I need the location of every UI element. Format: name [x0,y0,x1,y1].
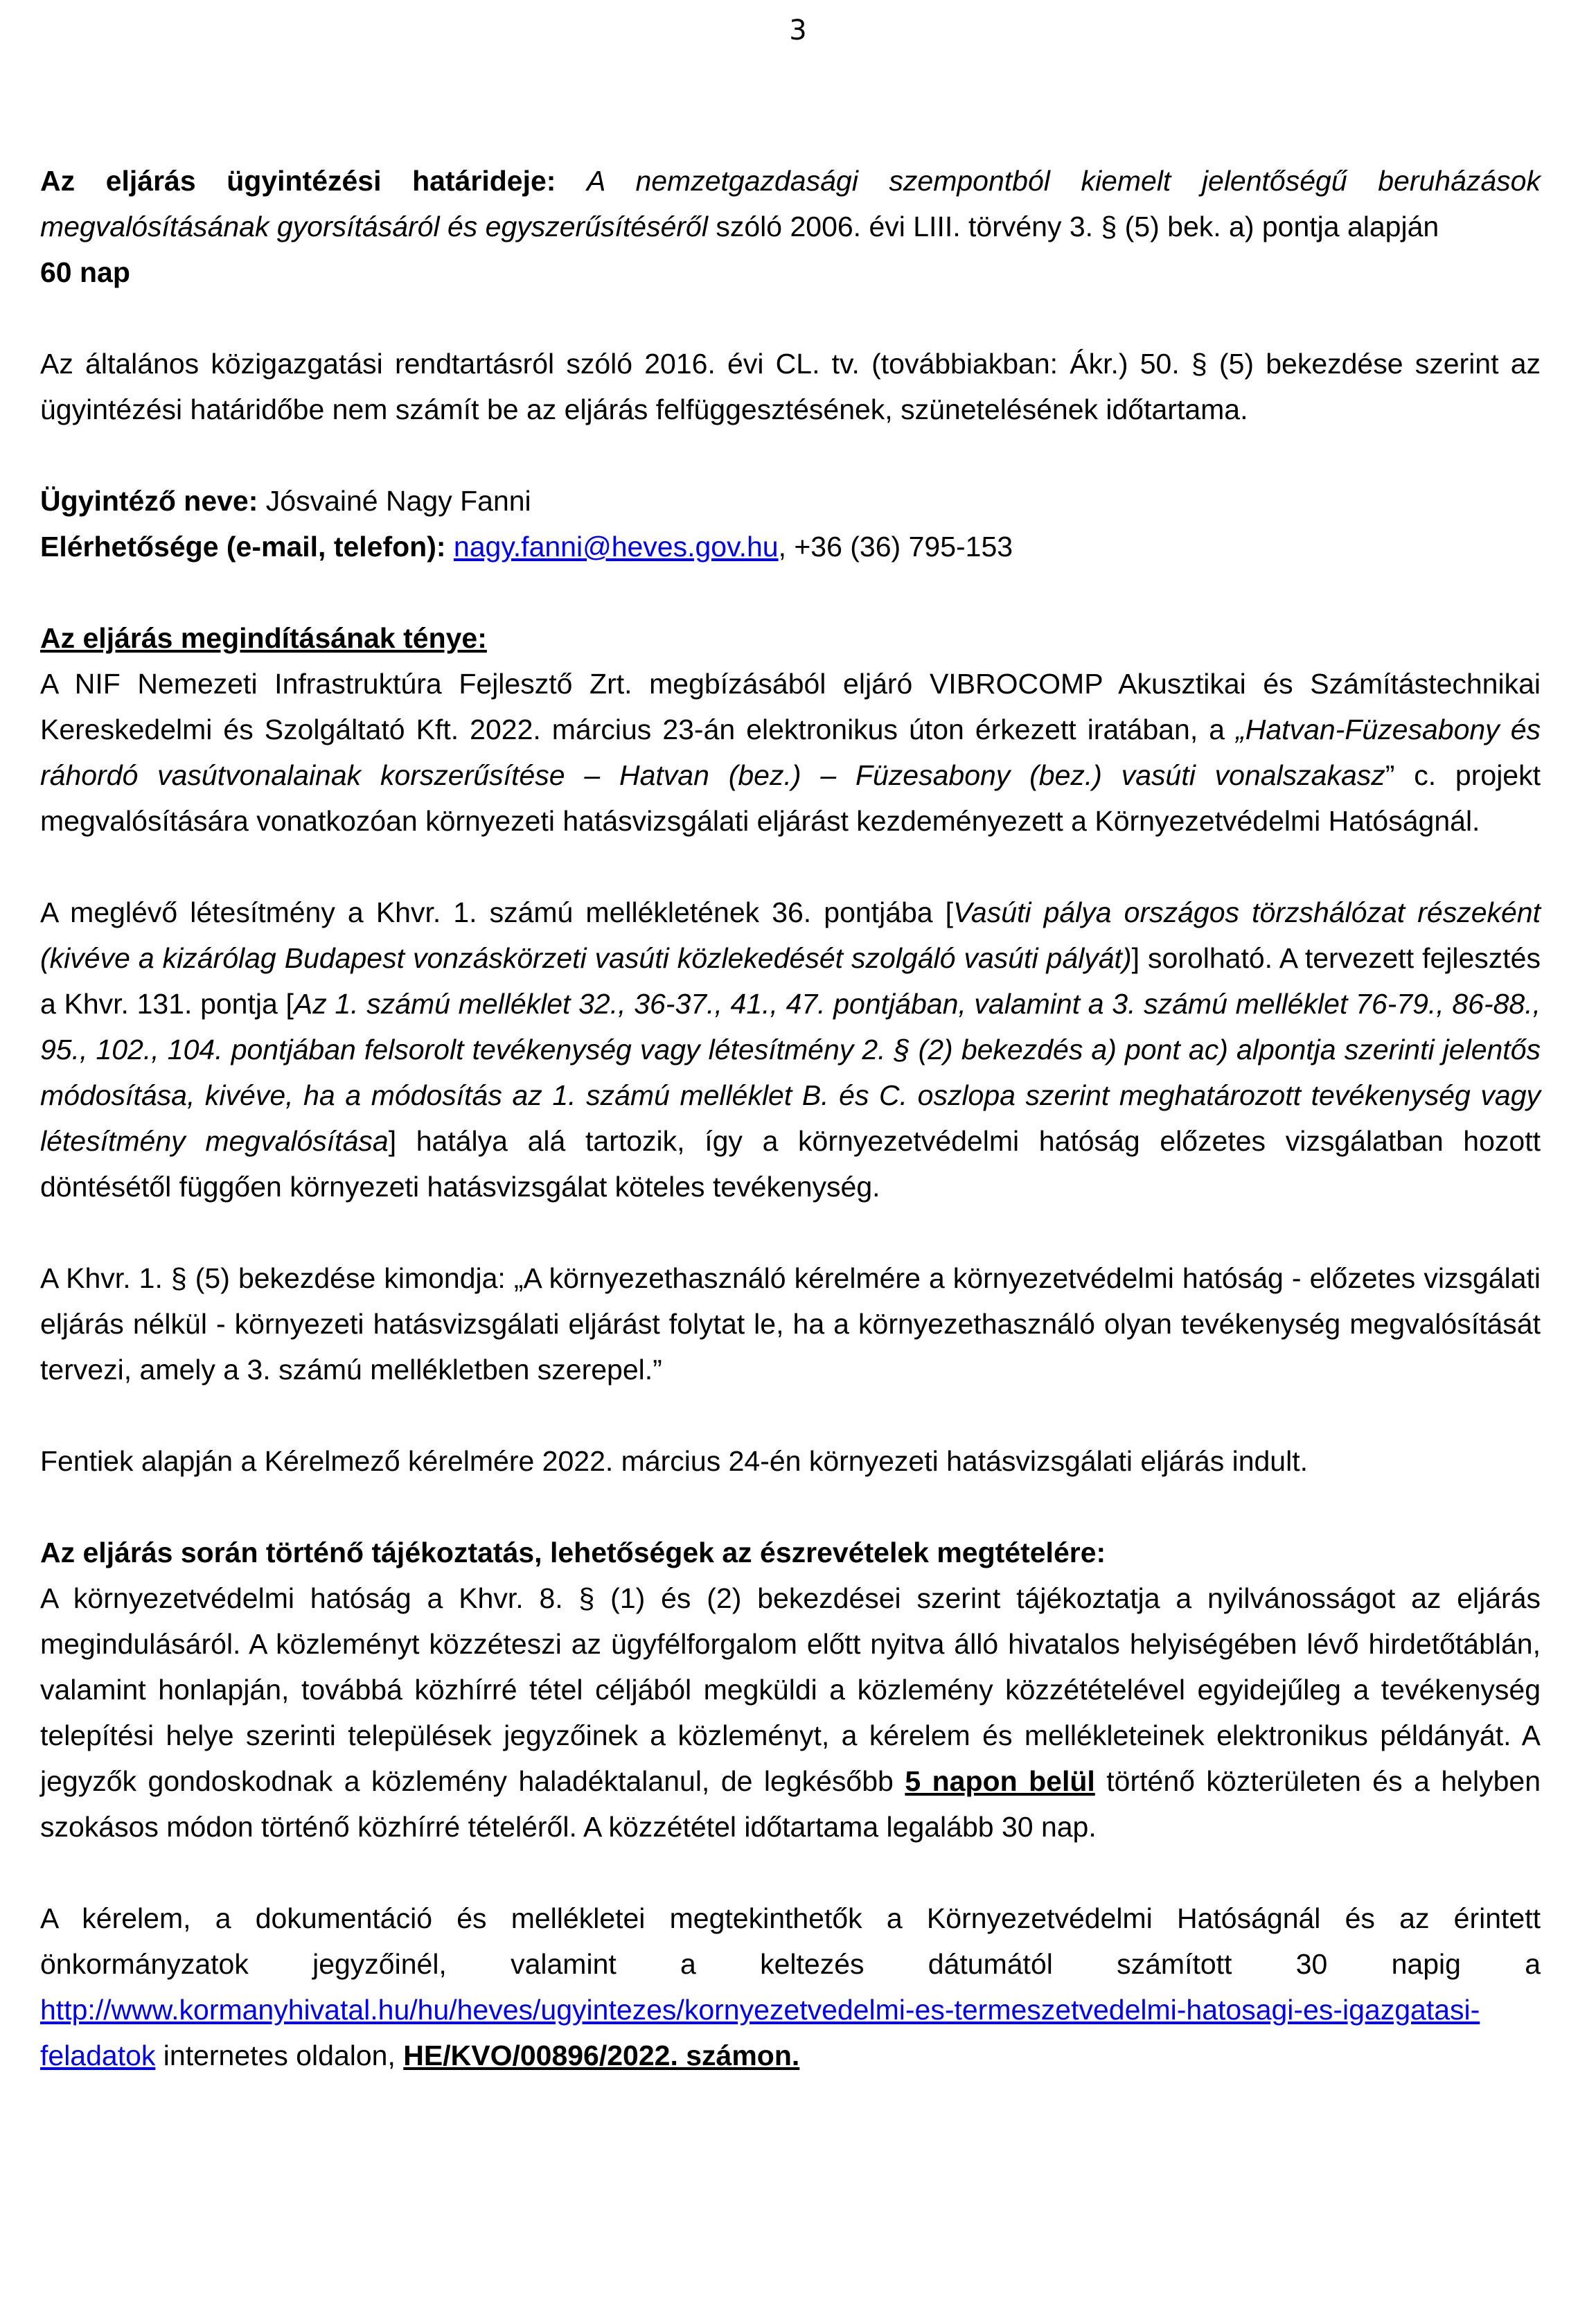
initiation-heading-text: Az eljárás megindításának ténye: [40,622,487,654]
documentation-paragraph [40,1895,1541,2078]
project-title: „Hatvan-Füzesabony és ráhordó vasútvonalainak korszerűsítése – Hatvan (bez.) – Füzesabony (bez.) vasúti vonalszakasz [40,714,1541,791]
information-text-2: történő közterületen és a helyben szokásos módon történő közhírré tételéről. A közzététel időtartama legalább 30 nap. [40,1765,1541,1843]
deadline-paragraph [40,158,1541,295]
akr-paragraph: Az általános közigazgatási rendtartásról szóló 2016. évi CL. tv. (továbbiakban: Ákr.) 50. § (5) bekezdése szerint az ügyintézési határidőbe nem számít be az eljárás felfüggesztésének, szünetelésének időtartama. [40,348,1541,425]
facility-italic-1: Vasúti pálya országos törzshálózat részeként (kivéve a kizárólag Budapest vonzáskörzeti vasúti közlekedését szolgáló vasúti pályát) [40,896,1541,974]
law-title: A nemzetgazdasági szempontból kiemelt jelentőségű beruházások megvalósításának gyorsításáról és egyszerűsítéséről [40,165,1541,242]
initiation-paragraph [40,661,1541,844]
facility-text-2: ] sorolható. A tervezett fejlesztés a Khvr. 131. pontja [ [40,942,1541,1020]
law-reference: szóló 2006. évi LIII. törvény 3. § (5) bek. a) pontja alapján [707,211,1439,242]
started-paragraph: Fentiek alapján a Kérelmező kérelmére 2022. március 24-én környezeti hatásvizsgálati eljárás indult. [40,1445,1308,1477]
initiation-text: A NIF Nemezeti Infrastruktúra Fejlesztő Zrt. megbízásából eljáró VIBROCOMP Akusztikai és Számítástechnikai Kereskedelmi és Szolgáltató Kft. 2022. március 23-án elektronikus úton érkezett iratában, a [40,668,1541,745]
case-number: HE/KVO/00896/2022. számon. [403,2040,800,2071]
information-heading-text: Az eljárás során történő tájékoztatás, lehetőségek az észrevételek megtételére: [40,1537,1106,1568]
documentation-text-1: A kérelem, a dokumentáció és mellékletei megtekinthetők a Környezetvédelmi Hatóságnál és az érintett önkormányzatok jegyzőinél, valamint a keltezés dátumától számított 30 napig a [40,1902,1541,1980]
facility-italic-2: Az 1. számú melléklet 32., 36-37., 41., 47. pontjában, valamint a 3. számú melléklet 76-79., 86-88., 95., 102., 104. pontjában felsorolt tevékenység vagy létesítmény 2. § (2) bekezdés a) pont ac) alpontja szerinti jelentős módosítása, kivéve, ha a módosítás az 1. számú melléklet B. és C. oszlopa szerint meghatározott tevékenység vagy létesítmény megvalósítása [40,988,1541,1157]
initiation-text-end: ” c. projekt megvalósítására vonatkozóan környezeti hatásvizsgálati eljárást kezdeményezett a Környezetvédelmi Hatóságnál. [40,759,1541,837]
deadline-label: Az eljárás ügyintézési határideje: [40,165,556,197]
information-paragraph [40,1575,1541,1850]
facility-paragraph [40,890,1541,1210]
deadline-days: 60 nap [40,256,130,288]
phone-number: , +36 (36) 795-153 [778,531,1013,563]
contact-block [40,478,1541,569]
information-text-1: A környezetvédelmi hatóság a Khvr. 8. § (1) és (2) bekezdései szerint tájékoztatja a nyilvánosságot az eljárás megindulásáról. A közleményt közzéteszi az ügyfélforgalom előtt nyitva álló hivatalos helyiségében lévő hirdetőtáblán, valamint honlapján, továbbá közhírré tétel céljából megküldi a közlemény közzétételével egyidejűleg a tevékenység telepítési helye szerinti települések jegyzőinek a közleményt, a kérelem és mellékleteinek elektronikus példányát. A jegyzők gondoskodnak a közlemény haladéktalanul, de legkésőbb [40,1582,1541,1797]
documentation-text-2: internetes oldalon, [155,2040,404,2071]
officer-name: Jósvainé Nagy Fanni [258,485,531,517]
initiation-heading [40,615,1541,661]
email-link[interactable]: nagy.fanni@heves.gov.hu [453,531,779,563]
deadline-5-days: 5 napon belül [905,1765,1095,1797]
facility-text-1: A meglévő létesítmény a Khvr. 1. számú mellékletének 36. pontjába [ [40,896,954,928]
kormanyhivatal-link[interactable]: http://www.kormanyhivatal.hu/hu/heves/ugyintezes/kornyezetvedelmi-es-termeszetvedelmi-hatosagi-es-igazgatasi-feladatok [40,1994,1480,2071]
information-heading [40,1530,1541,1575]
khvr-paragraph: A Khvr. 1. § (5) bekezdése kimondja: „A környezethasználó kérelmére a környezetvédelmi hatóság - előzetes vizsgálati eljárás nélkül - környezeti hatásvizsgálati eljárást folytat le, ha a környezethasználó olyan tevékenység megvalósítását tervezi, amely a 3. számú mellékletben szerepel.” [40,1262,1541,1386]
facility-text-3: ] hatálya alá tartozik, így a környezetvédelmi hatóság előzetes vizsgálatban hozott döntésétől függően környezeti hatásvizsgálat köteles tevékenység. [40,1125,1541,1203]
contact-label: Elérhetősége (e-mail, telefon): [40,531,446,563]
page-number: 3 [789,15,807,46]
officer-name-label: Ügyintéző neve: [40,485,258,517]
document-body [40,158,1541,2078]
